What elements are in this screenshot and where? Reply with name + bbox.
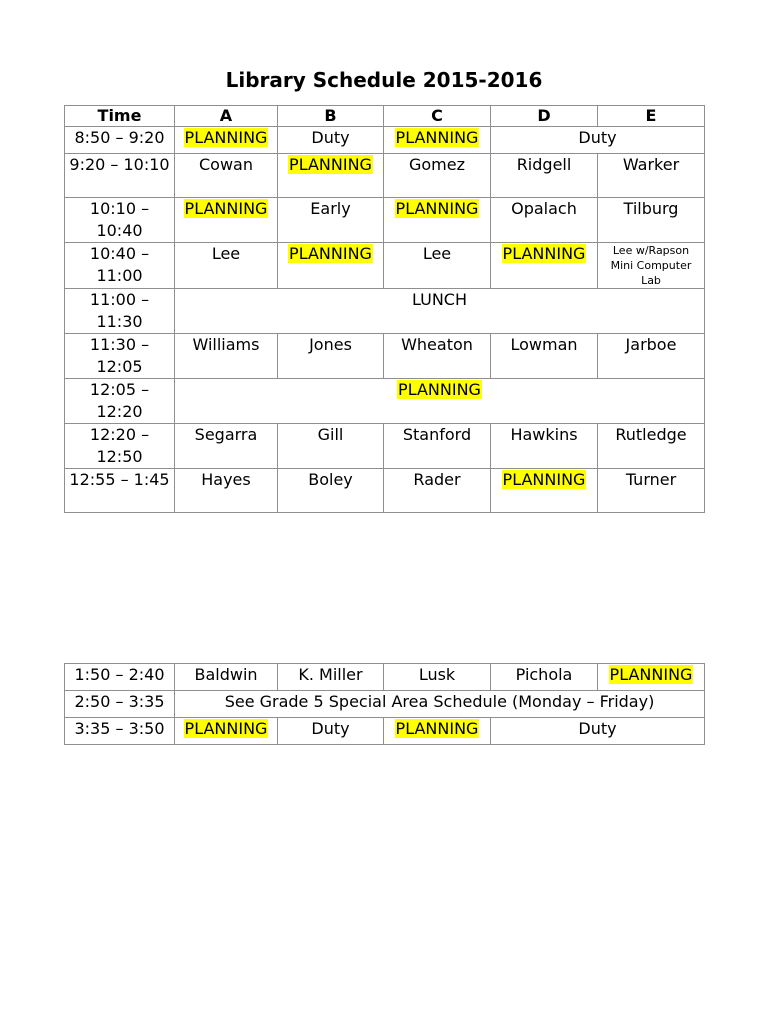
schedule-cell [384, 127, 491, 154]
time-cell: 3:35 – 3:50 [65, 718, 175, 745]
schedule-cell: K. Miller [278, 664, 384, 691]
column-header-d: D [491, 106, 598, 127]
schedule-cell: Cowan [175, 154, 278, 198]
time-cell: 9:20 – 10:10 [65, 154, 175, 198]
main-schedule-table [64, 105, 705, 513]
schedule-cell [175, 127, 278, 154]
schedule-cell [278, 154, 384, 198]
schedule-cell: Lee [384, 243, 491, 289]
time-cell: 12:55 – 1:45 [65, 469, 175, 513]
planning-highlight: PLANNING [395, 199, 479, 218]
column-header-e: E [598, 106, 705, 127]
schedule-cell: Lowman [491, 334, 598, 379]
schedule-cell: Baldwin [175, 664, 278, 691]
time-cell: 12:20 – 12:50 [65, 424, 175, 469]
special-area-span-cell: See Grade 5 Special Area Schedule (Monday – Friday) [175, 691, 705, 718]
schedule-cell-span: Duty [491, 127, 705, 154]
time-cell: 11:30 – 12:05 [65, 334, 175, 379]
time-cell: 11:00 – 11:30 [65, 289, 175, 334]
schedule-cell: Lusk [384, 664, 491, 691]
header-row [65, 106, 705, 127]
schedule-cell: Boley [278, 469, 384, 513]
schedule-cell: Rader [384, 469, 491, 513]
schedule-cell-span: Duty [491, 718, 705, 745]
table-row [65, 154, 705, 198]
schedule-cell-note: Lee w/Rapson Mini Computer Lab [598, 243, 705, 289]
schedule-cell [598, 664, 705, 691]
time-cell: 10:40 – 11:00 [65, 243, 175, 289]
time-cell: 10:10 – 10:40 [65, 198, 175, 243]
time-cell: 1:50 – 2:40 [65, 664, 175, 691]
schedule-cell: Hawkins [491, 424, 598, 469]
table-row [65, 691, 705, 718]
table-row [65, 718, 705, 745]
schedule-cell: Lee [175, 243, 278, 289]
time-cell: 12:05 – 12:20 [65, 379, 175, 424]
schedule-cell [384, 718, 491, 745]
column-header-a: A [175, 106, 278, 127]
column-header-time: Time [65, 106, 175, 127]
page-title: Library Schedule 2015-2016 [225, 68, 543, 92]
schedule-cell: Wheaton [384, 334, 491, 379]
planning-highlight: PLANNING [184, 199, 268, 218]
schedule-cell: Duty [278, 718, 384, 745]
schedule-cell: Duty [278, 127, 384, 154]
time-cell: 8:50 – 9:20 [65, 127, 175, 154]
schedule-cell [491, 243, 598, 289]
table-row [65, 198, 705, 243]
planning-highlight: PLANNING [502, 470, 586, 489]
planning-span-cell [175, 379, 705, 424]
schedule-cell [384, 198, 491, 243]
schedule-cell: Hayes [175, 469, 278, 513]
column-header-b: B [278, 106, 384, 127]
planning-highlight: PLANNING [609, 665, 693, 684]
planning-highlight: PLANNING [398, 380, 481, 399]
schedule-cell: Gomez [384, 154, 491, 198]
schedule-cell: Ridgell [491, 154, 598, 198]
schedule-cell: Opalach [491, 198, 598, 243]
column-header-c: C [384, 106, 491, 127]
schedule-cell: Jarboe [598, 334, 705, 379]
planning-highlight: PLANNING [395, 128, 479, 147]
table-row [65, 334, 705, 379]
table-row [65, 243, 705, 289]
schedule-cell: Segarra [175, 424, 278, 469]
schedule-cell: Pichola [491, 664, 598, 691]
table-row [65, 424, 705, 469]
table-row [65, 664, 705, 691]
table-row [65, 127, 705, 154]
schedule-cell: Warker [598, 154, 705, 198]
schedule-cell: Rutledge [598, 424, 705, 469]
schedule-cell: Williams [175, 334, 278, 379]
planning-highlight: PLANNING [502, 244, 586, 263]
table-row [65, 379, 705, 424]
time-cell: 2:50 – 3:35 [65, 691, 175, 718]
schedule-cell: Tilburg [598, 198, 705, 243]
planning-highlight: PLANNING [184, 128, 268, 147]
planning-highlight: PLANNING [289, 244, 372, 263]
table-row [65, 469, 705, 513]
schedule-cell: Jones [278, 334, 384, 379]
table-row [65, 289, 705, 334]
schedule-cell: Stanford [384, 424, 491, 469]
afternoon-schedule-table [64, 663, 705, 745]
schedule-cell: Early [278, 198, 384, 243]
schedule-cell: Turner [598, 469, 705, 513]
planning-highlight: PLANNING [289, 155, 372, 174]
schedule-cell: Gill [278, 424, 384, 469]
planning-highlight: PLANNING [395, 719, 479, 738]
planning-highlight: PLANNING [184, 719, 268, 738]
lunch-span-cell: LUNCH [175, 289, 705, 334]
schedule-cell [175, 718, 278, 745]
schedule-cell [175, 198, 278, 243]
schedule-cell [278, 243, 384, 289]
schedule-cell [491, 469, 598, 513]
